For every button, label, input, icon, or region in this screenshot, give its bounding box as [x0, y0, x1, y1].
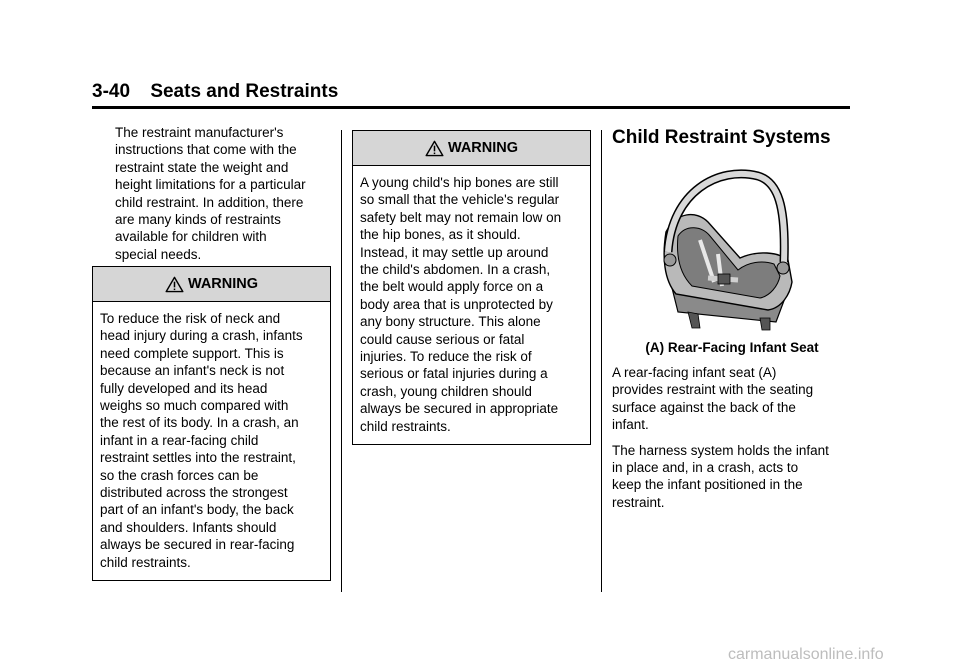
figure-caption: (A) Rear-Facing Infant Seat: [645, 340, 819, 355]
column-divider-2: [601, 130, 602, 592]
warning-triangle-icon: [165, 276, 184, 293]
column-1: [92, 124, 330, 263]
warning-box-neck-injury: [92, 266, 331, 581]
paragraph-harness: The harness system holds the infant in place and, in a crash, acts to keep the infant positioned in the restraint.: [612, 442, 829, 510]
warning-label: WARNING: [187, 276, 259, 292]
column-divider-1: [341, 130, 342, 592]
warning-triangle-icon: [425, 140, 444, 157]
warning-header: [93, 267, 330, 302]
warning-text: A young child's hip bones are still so small that the vehicle's regular safety belt may not remain low on the hip bones, as it should. Instead, it may settle up around the child's abdomen. In a crash, the belt would apply force on a body area that is unprotected by any bony structure. This alone could cause serious or fatal injuries. To reduce the risk of serious or fatal injuries during a crash, young children should always be secured in appropriate child restraints.: [360, 175, 562, 434]
watermark: carmanualsonline.info: [728, 646, 884, 663]
chapter-title: Seats and Restraints: [150, 81, 339, 102]
warning-text: To reduce the risk of neck and head injury during a crash, infants need complete support. This is because an infant's neck is not fully developed and its head weighs so much compared with the rest of its body. In a crash, an infant in a rear-facing child restraint settles into the restraint, so the crash forces can be distributed across the strongest part of an infant's body, the back and shoulders. Infants should always be secured in rear-facing child restraints.: [100, 311, 303, 570]
infant-seat-illustration: [648, 162, 798, 332]
intro-paragraph: The restraint manufacturer's instructions that come with the restraint state the weight and height limitations for a particular child restraint. In addition, there are many kinds of restraints available for children with special needs.: [115, 125, 306, 262]
column-3: [612, 126, 852, 519]
paragraph-rear-facing: A rear-facing infant seat (A) provides restraint with the seating surface against the back of the infant.: [612, 365, 814, 433]
section-heading: Child Restraint Systems: [612, 127, 831, 148]
warning-label: WARNING: [447, 140, 519, 156]
page-number: 3-40: [92, 81, 131, 102]
warning-header: [353, 131, 590, 166]
page-header: [92, 80, 850, 109]
warning-box-hip-bones: [352, 130, 591, 445]
